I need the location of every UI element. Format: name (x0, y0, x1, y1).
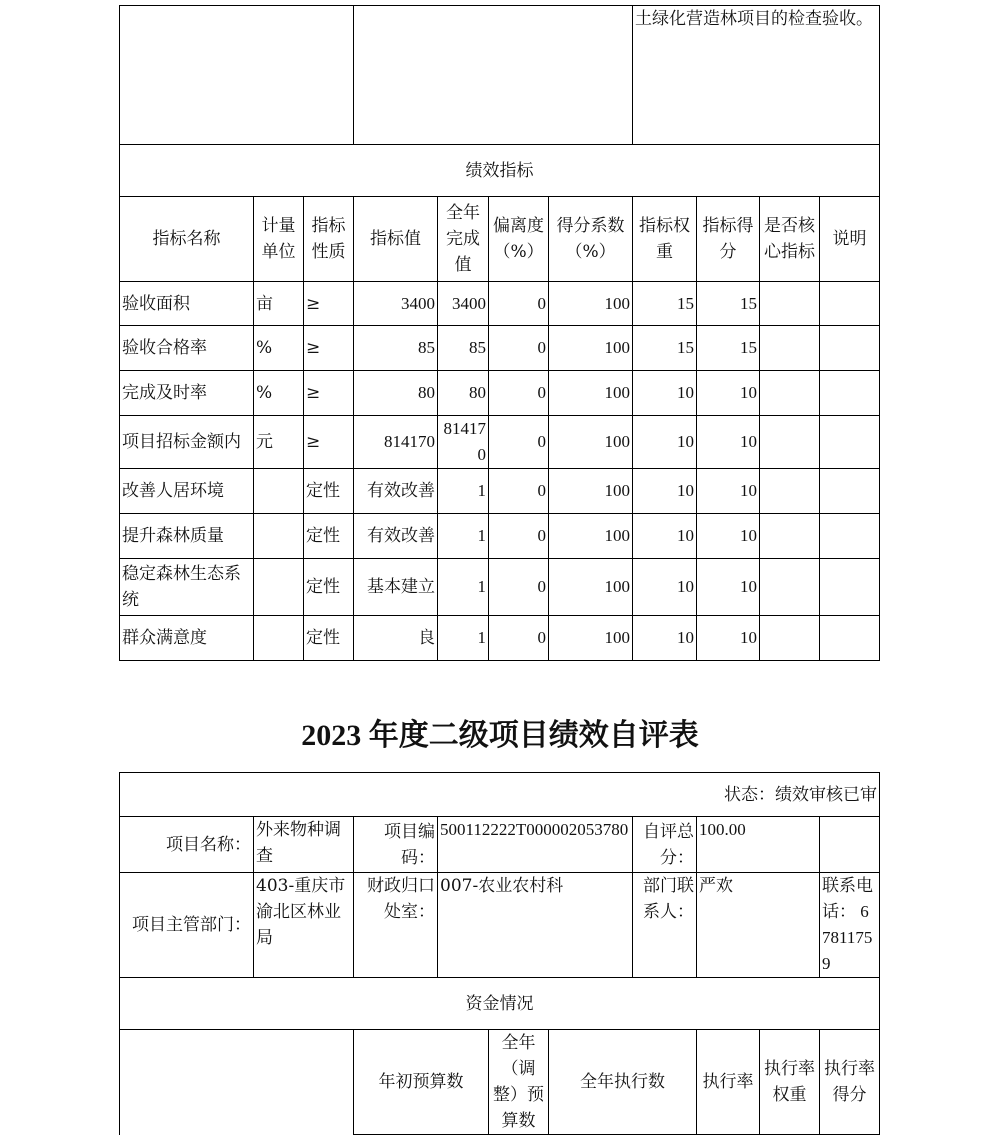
cell-deviation: 0 (489, 326, 549, 371)
funds-section-title: 资金情况 (120, 978, 880, 1030)
cell-done: 1 (438, 616, 489, 661)
target-text: 土绿化营造林项目的检查验收。 (633, 6, 880, 145)
cell-value: 有效改善 (354, 514, 438, 559)
cell-indicator-name: 提升森林质量 (120, 514, 254, 559)
cell-indicator-name: 验收合格率 (120, 326, 254, 371)
cell-score: 10 (697, 514, 760, 559)
indicator-row (120, 326, 880, 371)
funds-header-rate: 执行率 (697, 1030, 760, 1135)
cell-score: 15 (697, 326, 760, 371)
header-coef: 得分系数（%） (549, 197, 633, 282)
cell-core (760, 514, 820, 559)
cell-done: 3400 (438, 282, 489, 326)
header-core: 是否核心指标 (760, 197, 820, 282)
project-name-row (120, 817, 880, 873)
indicator-row (120, 559, 880, 616)
cell-score: 10 (697, 416, 760, 469)
cell-indicator-name: 验收面积 (120, 282, 254, 326)
cell-value: 基本建立 (354, 559, 438, 616)
project-code-label: 项目编码： (354, 817, 438, 873)
cell-weight: 15 (633, 282, 697, 326)
cell-unit (254, 469, 304, 514)
funds-section-row (120, 978, 880, 1030)
dept-value: 403-重庆市渝北区林业局 (254, 873, 354, 978)
cell-deviation: 0 (489, 371, 549, 416)
indicator-row (120, 282, 880, 326)
self-score-value: 100.00 (697, 817, 820, 873)
cell-done: 814170 (438, 416, 489, 469)
cell-note (820, 326, 880, 371)
cell-unit: 亩 (254, 282, 304, 326)
cell-note (820, 616, 880, 661)
cell-note (820, 559, 880, 616)
header-note: 说明 (820, 197, 880, 282)
project-table (119, 772, 880, 1135)
cell-note (820, 514, 880, 559)
header-weight: 指标权重 (633, 197, 697, 282)
funds-header-rate-score: 执行率得分 (820, 1030, 880, 1135)
cell-core (760, 559, 820, 616)
dept-label: 项目主管部门： (120, 873, 254, 978)
phone-value: 67811759 (822, 902, 873, 973)
target-fragment-row (120, 6, 880, 145)
cell-weight: 10 (633, 559, 697, 616)
cell-score: 10 (697, 371, 760, 416)
cell-done: 85 (438, 326, 489, 371)
indicator-row (120, 371, 880, 416)
cell-deviation: 0 (489, 469, 549, 514)
cell-indicator-name: 完成及时率 (120, 371, 254, 416)
cell-value: 85 (354, 326, 438, 371)
funds-header-row (120, 1030, 880, 1135)
header-deviation: 偏离度（%） (489, 197, 549, 282)
status-row (120, 773, 880, 817)
cell-weight: 10 (633, 371, 697, 416)
cell-core (760, 416, 820, 469)
header-value: 指标值 (354, 197, 438, 282)
cell-deviation: 0 (489, 559, 549, 616)
cell-core (760, 469, 820, 514)
cell-coef: 100 (549, 282, 633, 326)
cell-weight: 15 (633, 326, 697, 371)
cell-unit (254, 559, 304, 616)
header-done: 全年完成值 (438, 197, 489, 282)
cell-note (820, 371, 880, 416)
indicator-row (120, 616, 880, 661)
cell-weight: 10 (633, 616, 697, 661)
cell-note (820, 469, 880, 514)
cell-coef: 100 (549, 616, 633, 661)
header-score: 指标得分 (697, 197, 760, 282)
cell-value: 有效改善 (354, 469, 438, 514)
cell-unit (254, 616, 304, 661)
contact-value: 严欢 (697, 873, 820, 978)
cell-weight: 10 (633, 416, 697, 469)
cell-note (820, 416, 880, 469)
cell-unit: 元 (254, 416, 304, 469)
cell-value: 814170 (354, 416, 438, 469)
cell-indicator-name: 改善人居环境 (120, 469, 254, 514)
performance-section-row (120, 145, 880, 197)
cell-nature: ≥ (304, 326, 354, 371)
indicator-row (120, 416, 880, 469)
cell-deviation: 0 (489, 282, 549, 326)
cell-nature: 定性 (304, 616, 354, 661)
office-label: 财政归口处室： (354, 873, 438, 978)
cell-nature: 定性 (304, 469, 354, 514)
phone-label: 联系电话： (822, 876, 873, 921)
project-dept-row (120, 873, 880, 978)
cell-weight: 10 (633, 469, 697, 514)
funds-header-executed: 全年执行数 (549, 1030, 697, 1135)
cell-deviation: 0 (489, 514, 549, 559)
cell-done: 1 (438, 559, 489, 616)
cell-done: 1 (438, 514, 489, 559)
cell-core (760, 282, 820, 326)
cell-value: 良 (354, 616, 438, 661)
cell-unit (254, 514, 304, 559)
header-nature: 指标性质 (304, 197, 354, 282)
header-unit: 计量单位 (254, 197, 304, 282)
cell-core (760, 616, 820, 661)
cell-coef: 100 (549, 416, 633, 469)
cell-score: 10 (697, 559, 760, 616)
cell-value: 80 (354, 371, 438, 416)
indicator-row (120, 514, 880, 559)
cell-indicator-name: 群众满意度 (120, 616, 254, 661)
cell-core (760, 371, 820, 416)
cell-coef: 100 (549, 326, 633, 371)
cell-nature: 定性 (304, 559, 354, 616)
cell-coef: 100 (549, 559, 633, 616)
performance-table (119, 5, 880, 661)
project-name-row-blank (820, 817, 880, 873)
performance-header-row (120, 197, 880, 282)
project-code-value: 500112222T000002053780 (438, 817, 633, 873)
cell-done: 1 (438, 469, 489, 514)
cell-score: 10 (697, 616, 760, 661)
phone-cell (820, 873, 880, 978)
project-name-label: 项目名称： (120, 817, 254, 873)
cell-weight: 10 (633, 514, 697, 559)
cell-nature: ≥ (304, 371, 354, 416)
cell-score: 10 (697, 469, 760, 514)
cell-score: 15 (697, 282, 760, 326)
funds-header-initial-budget: 年初预算数 (354, 1030, 489, 1135)
status-text: 状态：绩效审核已审 (120, 773, 880, 817)
cell-nature: ≥ (304, 416, 354, 469)
fragment-cell-middle (354, 6, 633, 145)
cell-note (820, 282, 880, 326)
cell-coef: 100 (549, 469, 633, 514)
cell-unit: % (254, 371, 304, 416)
cell-indicator-name: 项目招标金额内 (120, 416, 254, 469)
indicator-row (120, 469, 880, 514)
cell-indicator-name: 稳定森林生态系统 (120, 559, 254, 616)
cell-coef: 100 (549, 371, 633, 416)
project-name-value: 外来物种调查 (254, 817, 354, 873)
contact-label: 部门联系人： (633, 873, 697, 978)
header-indicator-name: 指标名称 (120, 197, 254, 282)
cell-nature: 定性 (304, 514, 354, 559)
cell-deviation: 0 (489, 416, 549, 469)
cell-core (760, 326, 820, 371)
funds-header-rate-weight: 执行率权重 (760, 1030, 820, 1135)
cell-deviation: 0 (489, 616, 549, 661)
self-score-label: 自评总分： (633, 817, 697, 873)
funds-header-blank (120, 1030, 354, 1135)
cell-value: 3400 (354, 282, 438, 326)
cell-coef: 100 (549, 514, 633, 559)
funds-header-adjusted-budget: 全年（调整）预算数 (489, 1030, 549, 1135)
cell-done: 80 (438, 371, 489, 416)
office-value: 007-农业农村科 (438, 873, 633, 978)
cell-nature: ≥ (304, 282, 354, 326)
performance-section-title: 绩效指标 (120, 145, 880, 197)
fragment-cell-left (120, 6, 354, 145)
cell-unit: % (254, 326, 304, 371)
page-title: 2023 年度二级项目绩效自评表 (301, 719, 699, 752)
